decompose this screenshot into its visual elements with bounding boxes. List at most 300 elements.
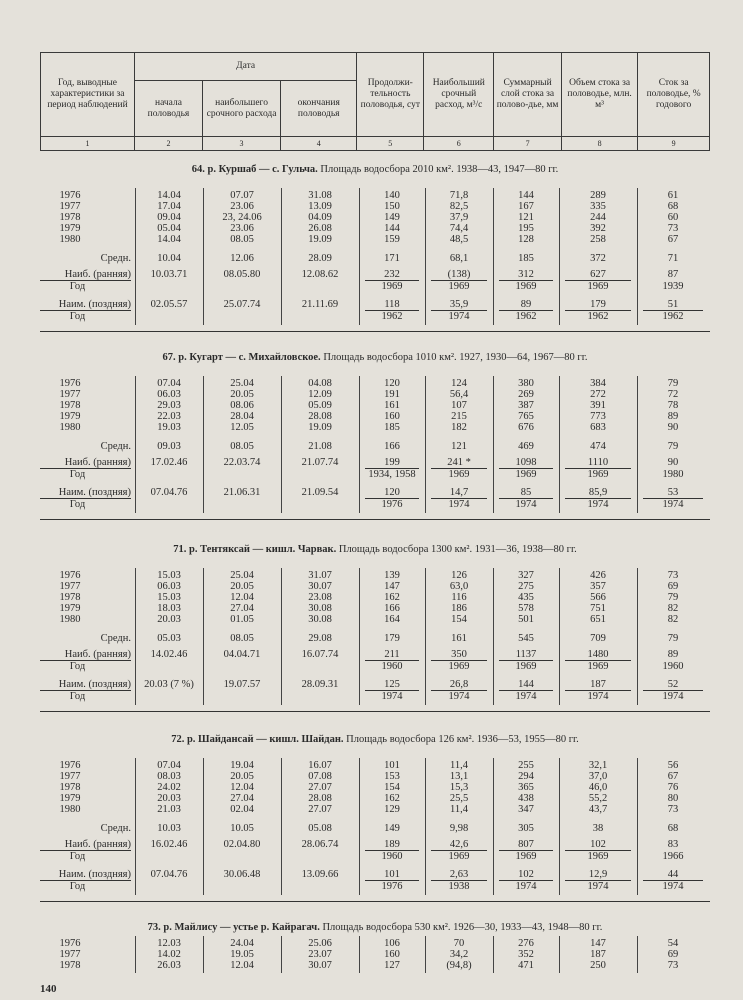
data-cell: 25.06: [308, 938, 332, 949]
max-cell: 02.04.80: [223, 839, 261, 850]
avg-cell: 10.05: [230, 823, 254, 834]
column-divider: [281, 376, 282, 513]
data-cell: 60: [667, 212, 679, 223]
max-cell: 312: [499, 269, 553, 281]
data-cell: 438: [518, 793, 534, 804]
data-cell: 30.08: [308, 614, 332, 625]
max-cell: 28.06.74: [301, 839, 339, 850]
min-cell: 44: [643, 869, 703, 881]
max-cell: 1110: [565, 457, 631, 469]
column-divider: [637, 758, 638, 895]
data-cell: 160: [384, 411, 400, 422]
data-cell: 11,4: [450, 804, 468, 815]
data-cell: 06.03: [157, 581, 181, 592]
max-year-label: Год: [69, 281, 86, 292]
data-cell: 25,5: [449, 793, 469, 804]
header-column-numbers: [41, 137, 710, 151]
min-cell: 35,9: [431, 299, 487, 311]
max-year-cell: 1969: [381, 281, 403, 292]
data-cell: 19.03: [157, 422, 181, 433]
max-cell: 627: [565, 269, 631, 281]
avg-cell: 28.09: [308, 253, 332, 264]
avg-cell: 08.05: [230, 441, 254, 452]
data-cell: 80: [667, 793, 679, 804]
min-label: Наим. (поздняя): [40, 299, 131, 311]
min-year-cell: 1974: [515, 499, 537, 510]
data-cell: 106: [384, 938, 400, 949]
data-cell: 250: [590, 960, 606, 971]
section-description: Площадь водосбора 1010 км². 1927, 1930—64, 1967—80 гг.: [323, 352, 588, 363]
section-title: [40, 544, 710, 555]
data-cell: 258: [590, 234, 606, 245]
data-cell: 67: [667, 771, 679, 782]
avg-label: Средн.: [100, 253, 131, 264]
section-name: р. Куршаб — с. Гульча.: [207, 164, 318, 175]
min-year-cell: 1974: [448, 311, 470, 322]
max-cell: (138): [431, 269, 487, 281]
data-cell: 578: [518, 603, 534, 614]
header-col6: Наибольший срочный расход, м³/с: [424, 53, 494, 137]
section-name: р. Шайдансай — кишл. Шайдан.: [186, 734, 344, 745]
data-cell: 182: [451, 422, 467, 433]
data-cell: 186: [451, 603, 467, 614]
header-col2: начала половодья: [135, 81, 203, 137]
data-cell: 73: [667, 960, 679, 971]
min-year-cell: 1974: [587, 881, 609, 892]
column-divider: [281, 188, 282, 325]
max-year-cell: 1966: [662, 851, 684, 862]
min-year-cell: 1976: [381, 881, 403, 892]
data-cell: 289: [590, 190, 606, 201]
avg-cell: 185: [518, 253, 534, 264]
section-divider: [40, 901, 710, 902]
min-label: Наим. (поздняя): [40, 869, 131, 881]
header-col4: окончания половодья: [281, 81, 357, 137]
data-cell: 347: [518, 804, 534, 815]
avg-cell: 10.03: [157, 823, 181, 834]
data-cell: 27.04: [230, 603, 254, 614]
data-cell: 73: [667, 570, 679, 581]
section-number: 67.: [162, 352, 176, 363]
data-cell: 07.08: [308, 771, 332, 782]
data-cell: 31.07: [308, 570, 332, 581]
max-cell: 22.03.74: [223, 457, 261, 468]
data-cell: 05.04: [157, 223, 181, 234]
min-year-cell: 1976: [381, 499, 403, 510]
data-cell: 04.08: [308, 378, 332, 389]
data-cell: 90: [667, 422, 679, 433]
data-cell: 127: [384, 960, 400, 971]
data-cell: 26.03: [157, 960, 181, 971]
column-divider: [425, 188, 426, 325]
data-cell: 19.05: [230, 949, 254, 960]
data-cell: 56: [667, 760, 679, 771]
data-cell: 12.03: [157, 938, 181, 949]
data-cell: 384: [590, 378, 606, 389]
data-cell: 683: [590, 422, 606, 433]
data-cell: 154: [384, 782, 400, 793]
year-label: 1980: [59, 614, 81, 625]
avg-cell: 372: [590, 253, 606, 264]
section-divider: [40, 711, 710, 712]
data-cell: 471: [518, 960, 534, 971]
data-cell: 56,4: [449, 389, 469, 400]
data-cell: 23.07: [308, 949, 332, 960]
min-year-cell: 1974: [662, 691, 684, 702]
year-label: 1979: [59, 603, 81, 614]
avg-cell: 121: [451, 441, 467, 452]
data-cell: 01.05: [230, 614, 254, 625]
max-cell: 232: [365, 269, 419, 281]
min-year-cell: 1938: [448, 881, 470, 892]
data-cell: 23, 24.06: [222, 212, 262, 223]
max-cell: 12.08.62: [301, 269, 339, 280]
year-label: 1978: [59, 212, 81, 223]
data-cell: 26.08: [308, 223, 332, 234]
column-divider: [559, 376, 560, 513]
page-number: 140: [40, 983, 57, 995]
column-divider: [359, 188, 360, 325]
min-cell: 118: [365, 299, 419, 311]
avg-cell: 166: [384, 441, 400, 452]
data-cell: 149: [384, 212, 400, 223]
min-cell: 125: [365, 679, 419, 691]
max-year-cell: 1969: [587, 851, 609, 862]
data-cell: 20.03: [157, 793, 181, 804]
max-cell: 17.02.46: [150, 457, 188, 468]
min-cell: 21.06.31: [223, 487, 261, 498]
year-label: 1977: [59, 201, 81, 212]
max-label: Наиб. (ранняя): [40, 649, 131, 661]
min-cell: 144: [499, 679, 553, 691]
data-cell: 121: [518, 212, 534, 223]
data-cell: 154: [451, 614, 467, 625]
data-cell: 12.04: [230, 592, 254, 603]
data-cell: 12.09: [308, 389, 332, 400]
year-label: 1977: [59, 389, 81, 400]
section-name: р. Тентяксай — кишл. Чарвак.: [189, 544, 337, 555]
header-date-group: Дата: [135, 53, 357, 81]
section-number: 64.: [191, 164, 205, 175]
data-cell: 164: [384, 614, 400, 625]
column-divider: [359, 376, 360, 513]
data-cell: 215: [451, 411, 467, 422]
section-river-name: [171, 734, 343, 745]
data-cell: 30.08: [308, 603, 332, 614]
year-label: 1977: [59, 949, 81, 960]
data-cell: 16.07: [308, 760, 332, 771]
section-name: р. Кугарт — с. Михайловское.: [178, 352, 321, 363]
header-col5: Продолжи-тельность половодья, сут: [357, 53, 424, 137]
data-cell: 78: [667, 400, 679, 411]
data-cell: 387: [518, 400, 534, 411]
min-label: Наим. (поздняя): [40, 487, 131, 499]
data-cell: 68: [667, 201, 679, 212]
min-year-cell: 1974: [587, 499, 609, 510]
data-cell: 67: [667, 234, 679, 245]
min-year-label: Год: [69, 691, 86, 702]
avg-cell: 38: [592, 823, 604, 834]
year-label: 1977: [59, 771, 81, 782]
data-cell: 12.05: [230, 422, 254, 433]
max-year-cell: 1969: [448, 469, 470, 480]
data-cell: 61: [667, 190, 679, 201]
data-cell: 63,0: [449, 581, 469, 592]
data-cell: 89: [667, 411, 679, 422]
avg-cell: 469: [518, 441, 534, 452]
data-cell: 43,7: [588, 804, 608, 815]
max-year-cell: 1969: [515, 281, 537, 292]
column-number: 7: [494, 137, 562, 151]
max-cell: 199: [365, 457, 419, 469]
data-cell: 244: [590, 212, 606, 223]
min-year-cell: 1974: [515, 881, 537, 892]
data-cell: 14.04: [157, 190, 181, 201]
data-cell: 28.04: [230, 411, 254, 422]
avg-cell: 05.03: [157, 633, 181, 644]
section-description: Площадь водосбора 530 км². 1926—30, 1933—43, 1948—80 гг.: [322, 922, 603, 933]
max-cell: 1098: [499, 457, 553, 469]
data-cell: 27.07: [308, 782, 332, 793]
data-cell: 128: [518, 234, 534, 245]
column-divider: [203, 188, 204, 325]
data-cell: 74,4: [449, 223, 469, 234]
data-cell: 276: [518, 938, 534, 949]
min-cell: 85: [499, 487, 553, 499]
year-label: 1976: [59, 938, 81, 949]
data-cell: 195: [518, 223, 534, 234]
column-divider: [203, 936, 204, 973]
min-year-cell: 1974: [662, 881, 684, 892]
data-cell: 101: [384, 760, 400, 771]
column-divider: [281, 758, 282, 895]
max-year-cell: 1969: [587, 281, 609, 292]
min-cell: 26,8: [431, 679, 487, 691]
data-cell: 21.03: [157, 804, 181, 815]
column-divider: [425, 568, 426, 705]
data-cell: 12.04: [230, 960, 254, 971]
avg-cell: 171: [384, 253, 400, 264]
column-number: 9: [638, 137, 710, 151]
section-title: [40, 164, 710, 175]
avg-cell: 474: [590, 441, 606, 452]
data-cell: 30.07: [308, 960, 332, 971]
data-cell: 162: [384, 592, 400, 603]
max-year-cell: 1934, 1958: [368, 469, 416, 480]
data-cell: 140: [384, 190, 400, 201]
data-cell: 32,1: [588, 760, 608, 771]
section-number: 71.: [173, 544, 187, 555]
section-title: [40, 734, 710, 745]
max-cell: 90: [667, 457, 679, 468]
data-cell: 426: [590, 570, 606, 581]
max-cell: 241 *: [431, 457, 487, 469]
data-cell: 24.04: [230, 938, 254, 949]
column-divider: [425, 936, 426, 973]
avg-cell: 149: [384, 823, 400, 834]
avg-cell: 179: [384, 633, 400, 644]
column-number: 1: [41, 137, 135, 151]
column-divider: [135, 936, 136, 973]
data-cell: 79: [667, 378, 679, 389]
data-cell: 124: [451, 378, 467, 389]
avg-cell: 09.03: [157, 441, 181, 452]
data-cell: 24.02: [157, 782, 181, 793]
avg-cell: 79: [667, 633, 679, 644]
data-cell: 129: [384, 804, 400, 815]
column-divider: [135, 758, 136, 895]
data-cell: 167: [518, 201, 534, 212]
data-cell: 27.07: [308, 804, 332, 815]
data-cell: 161: [384, 400, 400, 411]
avg-cell: 12.06: [230, 253, 254, 264]
column-divider: [493, 758, 494, 895]
data-cell: 30.07: [308, 581, 332, 592]
data-cell: 69: [667, 949, 679, 960]
data-cell: 34,2: [449, 949, 469, 960]
data-cell: 191: [384, 389, 400, 400]
data-cell: 765: [518, 411, 534, 422]
data-cell: 435: [518, 592, 534, 603]
column-number: 2: [135, 137, 203, 151]
min-year-cell: 1974: [662, 499, 684, 510]
column-divider: [559, 758, 560, 895]
data-cell: 25.04: [230, 570, 254, 581]
max-cell: 1480: [565, 649, 631, 661]
header-col7: Суммарный слой стока за полово-дье, мм: [494, 53, 562, 137]
data-cell: 255: [518, 760, 534, 771]
data-cell: 15,3: [449, 782, 469, 793]
column-divider: [203, 758, 204, 895]
data-cell: 160: [384, 949, 400, 960]
data-cell: 15.03: [157, 592, 181, 603]
max-year-cell: 1960: [381, 851, 403, 862]
max-cell: 42,6: [431, 839, 487, 851]
min-year-cell: 1962: [515, 311, 537, 322]
avg-cell: 68: [667, 823, 679, 834]
data-cell: 79: [667, 592, 679, 603]
min-year-cell: 1974: [448, 691, 470, 702]
data-cell: 08.05: [230, 234, 254, 245]
data-cell: 73: [667, 804, 679, 815]
max-label: Наиб. (ранняя): [40, 839, 131, 851]
max-year-cell: 1980: [662, 469, 684, 480]
data-cell: 28.08: [308, 793, 332, 804]
max-year-cell: 1969: [448, 281, 470, 292]
column-divider: [359, 936, 360, 973]
avg-cell: 71: [667, 253, 679, 264]
data-cell: 07.04: [157, 378, 181, 389]
data-cell: 275: [518, 581, 534, 592]
column-divider: [359, 758, 360, 895]
min-cell: 14,7: [431, 487, 487, 499]
year-label: 1978: [59, 960, 81, 971]
column-divider: [493, 936, 494, 973]
data-cell: 69: [667, 581, 679, 592]
column-divider: [637, 376, 638, 513]
column-number: 5: [357, 137, 424, 151]
min-year-cell: 1962: [662, 311, 684, 322]
section-river-name: [192, 164, 318, 175]
column-number: 4: [281, 137, 357, 151]
min-cell: 20.03 (7 %): [144, 679, 194, 690]
column-divider: [135, 188, 136, 325]
min-cell: 101: [365, 869, 419, 881]
data-cell: 07.07: [230, 190, 254, 201]
min-year-cell: 1962: [381, 311, 403, 322]
max-cell: 21.07.74: [301, 457, 339, 468]
column-divider: [203, 376, 204, 513]
min-cell: 2,63: [431, 869, 487, 881]
header-col8: Объем стока за половодье, млн. м³: [561, 53, 637, 137]
avg-cell: 545: [518, 633, 534, 644]
section-title: [40, 352, 710, 363]
data-cell: 162: [384, 793, 400, 804]
column-divider: [493, 568, 494, 705]
data-cell: 116: [451, 592, 467, 603]
max-year-cell: 1960: [381, 661, 403, 672]
avg-cell: 79: [667, 441, 679, 452]
min-cell: 02.05.57: [150, 299, 188, 310]
column-divider: [493, 376, 494, 513]
data-cell: 48,5: [449, 234, 469, 245]
min-cell: 12,9: [565, 869, 631, 881]
data-cell: 294: [518, 771, 534, 782]
min-cell: 13.09.66: [301, 869, 339, 880]
data-cell: 19.04: [230, 760, 254, 771]
year-label: 1980: [59, 804, 81, 815]
year-label: 1977: [59, 581, 81, 592]
min-year-cell: 1974: [448, 499, 470, 510]
section-title: [40, 922, 710, 933]
data-cell: 23.08: [308, 592, 332, 603]
data-cell: 76: [667, 782, 679, 793]
max-year-cell: 1969: [448, 851, 470, 862]
min-cell: 187: [565, 679, 631, 691]
min-cell: 89: [499, 299, 553, 311]
header-col1: Год, выводные характеристики за период наблюдений: [41, 53, 135, 137]
column-divider: [425, 376, 426, 513]
data-cell: 566: [590, 592, 606, 603]
section-description: Площадь водосбора 126 км². 1936—53, 1955—80 гг.: [346, 734, 579, 745]
data-cell: 20.03: [157, 614, 181, 625]
max-cell: 08.05.80: [223, 269, 261, 280]
year-label: 1978: [59, 782, 81, 793]
max-year-cell: 1960: [662, 661, 684, 672]
data-cell: 20.05: [230, 389, 254, 400]
data-cell: 22.03: [157, 411, 181, 422]
data-cell: 13,1: [449, 771, 469, 782]
data-cell: 20.05: [230, 771, 254, 782]
data-cell: 126: [451, 570, 467, 581]
section-divider: [40, 331, 710, 332]
header-col3: наибольшего срочного расхода: [202, 81, 280, 137]
min-year-label: Год: [69, 499, 86, 510]
min-cell: 52: [643, 679, 703, 691]
data-cell: (94,8): [446, 960, 472, 971]
min-year-label: Год: [69, 311, 86, 322]
data-cell: 19.09: [308, 234, 332, 245]
max-cell: 83: [667, 839, 679, 850]
max-cell: 89: [667, 649, 679, 660]
data-cell: 71,8: [449, 190, 469, 201]
data-cell: 150: [384, 201, 400, 212]
column-divider: [425, 758, 426, 895]
data-cell: 70: [453, 938, 465, 949]
data-cell: 269: [518, 389, 534, 400]
year-label: 1979: [59, 793, 81, 804]
data-cell: 352: [518, 949, 534, 960]
